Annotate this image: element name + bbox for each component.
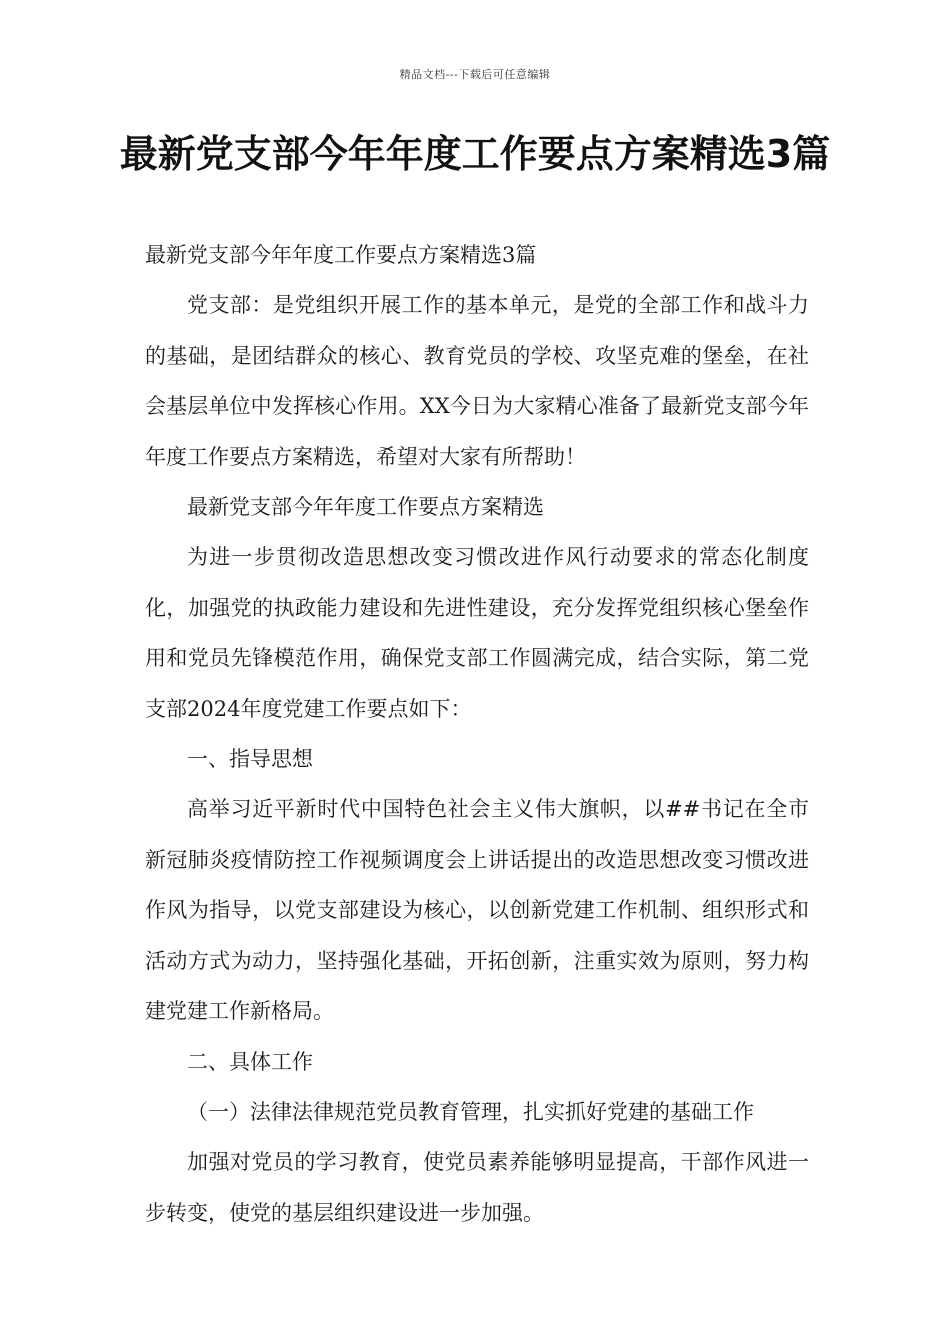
body-paragraph: 高举习近平新时代中国特色社会主义伟大旗帜，以##书记在全市新冠肺炎疫情防控工作视频调度会上讲话提出的改造思想改变习惯改进作风为指导，以党支部建设为核心，以创新党建工作机制、组织形式和活动方式为动力，坚持强化基础，开拓创新，注重实效为原则，努力构建党建工作新格局。 xyxy=(145,797,809,1024)
document-title: 最新党支部今年年度工作要点方案精选3篇 xyxy=(119,132,831,176)
body-paragraph: 加强对党员的学习教育，使党员素养能够明显提高，干部作风进一步转变，使党的基层组织建设进一步加强。 xyxy=(145,1150,809,1225)
subtitle-paragraph: 最新党支部今年年度工作要点方案精选3篇 xyxy=(145,243,537,267)
subsection-heading: （一）法律法律规范党员教育管理，扎实抓好党建的基础工作 xyxy=(187,1099,754,1124)
section-heading: 二、具体工作 xyxy=(187,1049,313,1074)
section-heading: 最新党支部今年年度工作要点方案精选 xyxy=(187,495,544,520)
section-heading: 一、指导思想 xyxy=(187,747,313,772)
intro-paragraph: 党支部：是党组织开展工作的基本单元，是党的全部工作和战斗力的基础，是团结群众的核心、教育党员的学校、攻坚克难的堡垒，在社会基层单位中发挥核心作用。XX今日为大家精心准备了最新党支部今年年度工作要点方案精选，希望对大家有所帮助！ xyxy=(145,293,809,469)
header-note: 精品文档---下载后可任意编辑 xyxy=(399,68,551,81)
body-paragraph: 为进一步贯彻改造思想改变习惯改进作风行动要求的常态化制度化，加强党的执政能力建设和先进性建设，充分发挥党组织核心堡垒作用和党员先锋模范作用，确保党支部工作圆满完成，结合实际，第二党支部2024年度党建工作要点如下： xyxy=(145,545,809,721)
document-body xyxy=(145,230,809,1238)
